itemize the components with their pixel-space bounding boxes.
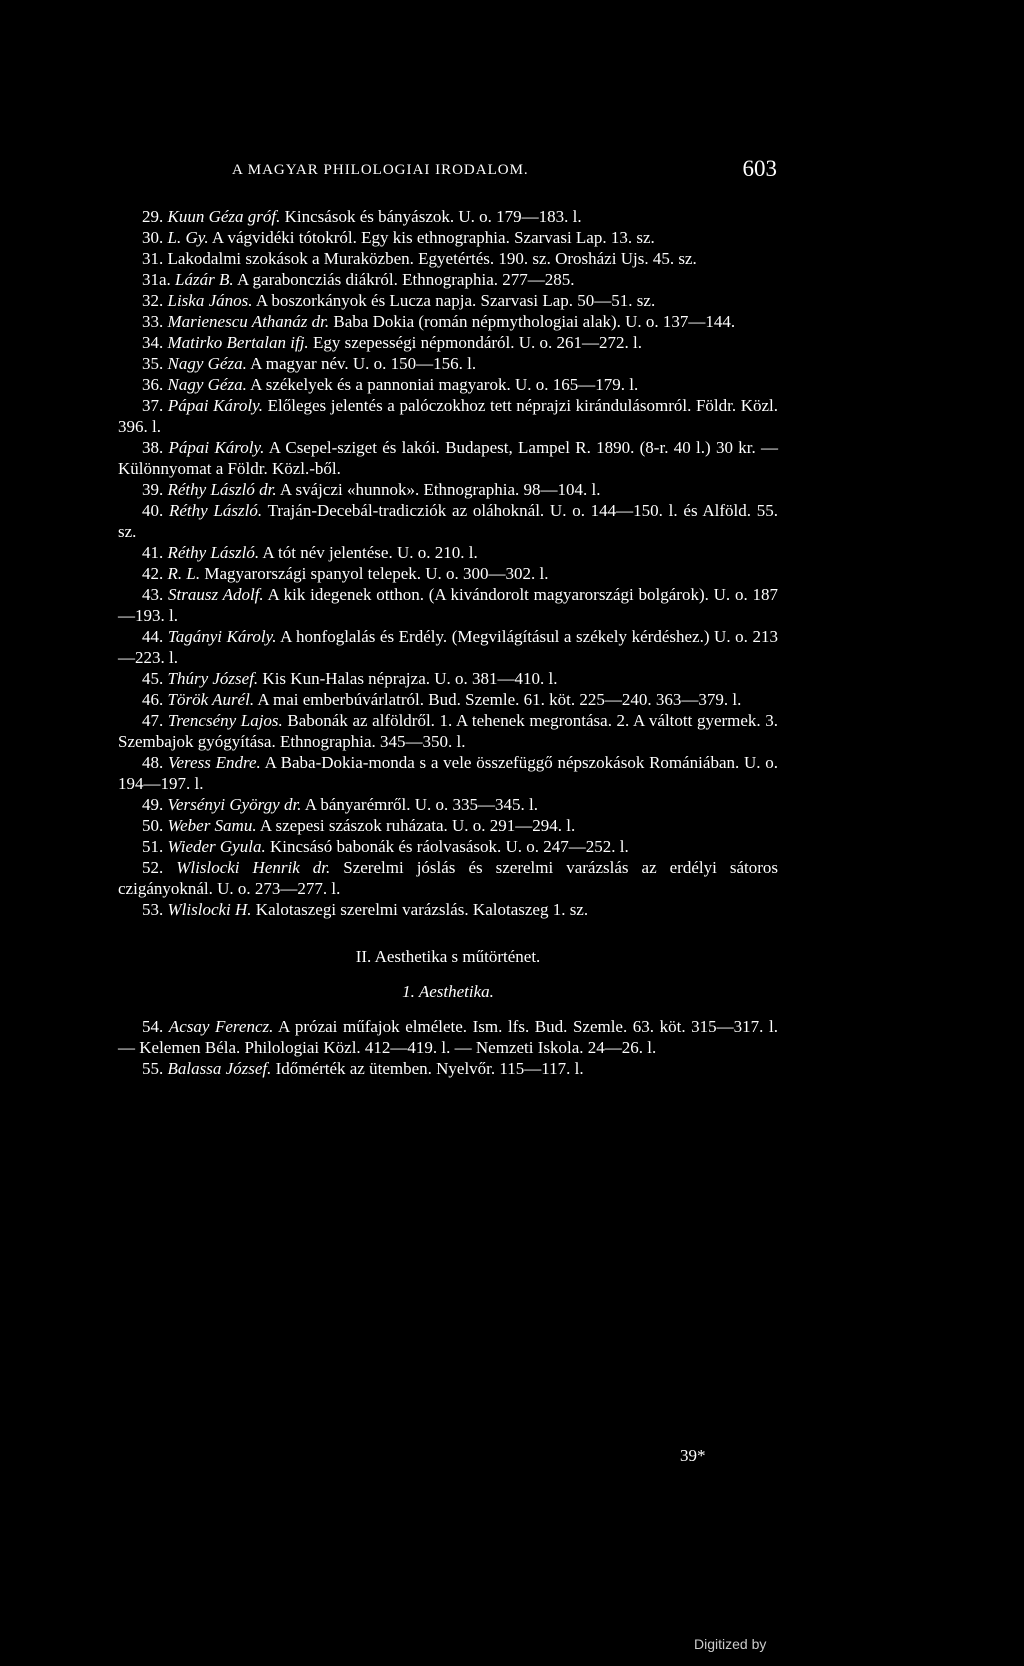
entry-number: 30.	[142, 228, 164, 247]
entry-number: 42.	[142, 564, 164, 583]
entry-author: Tagányi Károly.	[167, 627, 277, 646]
bibliography-entry	[118, 332, 778, 353]
entry-text: Kincsások és bányászok. U. o. 179—183. l.	[284, 207, 582, 226]
entry-text: A tót név jelentése. U. o. 210. l.	[262, 543, 478, 562]
bibliography-entry	[118, 437, 778, 479]
bibliography-entry	[118, 689, 778, 710]
bibliography-entry	[118, 374, 778, 395]
bibliography-entry	[118, 857, 778, 899]
entry-number: 31a.	[142, 270, 171, 289]
entry-text: Egy szepességi népmondáról. U. o. 261—272. l.	[312, 333, 643, 352]
entry-author: Török Aurél.	[167, 690, 255, 709]
entry-text: A székelyek és a pannoniai magyarok. U. o. 165—179. l.	[250, 375, 639, 394]
entry-text: A bányarémről. U. o. 335—345. l.	[304, 795, 538, 814]
entry-number: 48.	[142, 753, 164, 772]
entry-author: Wlislocki Henrik dr.	[176, 858, 331, 877]
entry-number: 49.	[142, 795, 164, 814]
bibliography-entry	[118, 353, 778, 374]
bibliography-entry	[118, 1058, 778, 1079]
entry-text: A mai emberbúvárlatról. Bud. Szemle. 61. köt. 225—240. 363—379. l.	[257, 690, 742, 709]
bibliography-entry	[118, 500, 778, 542]
entry-number: 33.	[142, 312, 164, 331]
entry-author: Marienescu Athanáz dr.	[167, 312, 330, 331]
entry-author: L. Gy.	[167, 228, 209, 247]
entry-number: 53.	[142, 900, 164, 919]
bibliography-list	[118, 206, 778, 1079]
entry-author: Acsay Ferencz.	[168, 1017, 274, 1036]
entry-text: A Csepel-sziget és lakói. Budapest, Lampel R. 1890. (8-r. 40 l.) 30 kr. — Különnyomat a Földr. Közl.-ből.	[118, 438, 779, 478]
entry-text: A boszorkányok és Lucza napja. Szarvasi Lap. 50—51. sz.	[255, 291, 656, 310]
entry-text: Előleges jelentés a palóczokhoz tett néprajzi kirándulásomról. Földr. Közl. 396. l.	[118, 396, 779, 436]
signature-mark: 39*	[680, 1446, 706, 1465]
entry-author: Réthy László.	[169, 501, 263, 520]
entry-number: 37.	[142, 396, 164, 415]
entry-author: Trencsény Lajos.	[167, 711, 283, 730]
entry-number: 31.	[142, 249, 164, 268]
entry-number: 39.	[142, 480, 164, 499]
entry-author: Kuun Géza gróf.	[167, 207, 281, 226]
entry-number: 55.	[142, 1059, 164, 1078]
entry-author: Réthy László.	[167, 543, 260, 562]
bibliography-entry	[118, 542, 778, 563]
bibliography-entry	[118, 227, 778, 248]
running-title: A MAGYAR PHILOLOGIAI IRODALOM.	[232, 162, 529, 178]
entry-number: 34.	[142, 333, 164, 352]
entry-text: Babonák az alföldről. 1. A tehenek megrontása. 2. A váltott gyermek. 3. Szembajok gyógyítása. Ethnographia. 345—350. l.	[118, 711, 779, 751]
entry-text: A svájczi «hunnok». Ethnographia. 98—104. l.	[279, 480, 601, 499]
bibliography-entry	[118, 668, 778, 689]
entry-number: 54.	[142, 1017, 164, 1036]
bibliography-entry	[118, 626, 778, 668]
entry-number: 35.	[142, 354, 164, 373]
entry-number: 47.	[142, 711, 164, 730]
bibliography-entry	[118, 563, 778, 584]
entry-number: 41.	[142, 543, 164, 562]
entry-text: A honfoglalás és Erdély. (Megvilágításul a székely kérdéshez.) U. o. 213—223. l.	[118, 627, 778, 667]
bibliography-entry	[118, 290, 778, 311]
bibliography-entry	[118, 269, 778, 290]
entry-text: Kis Kun-Halas néprajza. U. o. 381—410. l.	[262, 669, 558, 688]
bibliography-entry	[118, 206, 778, 227]
bibliography-entry	[118, 899, 778, 920]
entry-text: A magyar név. U. o. 150—156. l.	[250, 354, 477, 373]
entry-number: 46.	[142, 690, 164, 709]
entry-number: 51.	[142, 837, 164, 856]
entry-author: Versényi György dr.	[167, 795, 302, 814]
bibliography-entry	[118, 752, 778, 794]
entry-author: Matirko Bertalan ifj.	[167, 333, 309, 352]
bibliography-entry	[118, 311, 778, 332]
entry-text: Szerelmi jóslás és szerelmi varázslás az erdélyi sátoros czigányoknál. U. o. 273—277. l.	[118, 858, 779, 898]
bibliography-entry	[118, 248, 778, 269]
entry-author: Nagy Géza.	[167, 354, 247, 373]
bibliography-entry	[118, 479, 778, 500]
entry-number: 36.	[142, 375, 164, 394]
entry-author: Thúry József.	[167, 669, 259, 688]
entry-number: 32.	[142, 291, 164, 310]
entry-number: 52.	[142, 858, 164, 877]
entry-author: Liska János.	[167, 291, 253, 310]
bibliography-entry	[118, 815, 778, 836]
bibliography-entry	[118, 1016, 778, 1058]
entry-number: 38.	[142, 438, 164, 457]
subsection-title: 1. Aesthetika.	[402, 982, 494, 1001]
bibliography-entry	[118, 395, 778, 437]
entry-text: Kalotaszegi szerelmi varázslás. Kalotaszeg 1. sz.	[255, 900, 589, 919]
entry-author: Balassa József.	[167, 1059, 272, 1078]
entry-text: Kincsásó babonák és ráolvasások. U. o. 247—252. l.	[269, 837, 629, 856]
entry-text: Baba Dokia (román népmythologiai alak). U. o. 137—144.	[333, 312, 736, 331]
entry-number: 50.	[142, 816, 164, 835]
entry-author: Veress Endre.	[168, 753, 261, 772]
entry-text: A garaboncziás diákról. Ethnographia. 277—285.	[236, 270, 575, 289]
entry-text: Traján-Decebál-tradicziók az oláhoknál. U. o. 144—150. l. és Alföld. 55. sz.	[118, 501, 779, 541]
entry-text: A prózai műfajok elmélete. Ism. lfs. Bud. Szemle. 63. köt. 315—317. l. — Kelemen Béla. Philologiai Közl. 412—419. l. — Nemzeti Iskola. 24—26. l.	[118, 1017, 778, 1057]
entry-number: 44.	[142, 627, 164, 646]
entry-number: 29.	[142, 207, 164, 226]
entry-number: 40.	[142, 501, 164, 520]
digitized-watermark: Digitized by	[694, 1636, 767, 1652]
entry-author: R. L.	[167, 564, 201, 583]
entry-text: Időmérték az ütemben. Nyelvőr. 115—117. l.	[275, 1059, 584, 1078]
entry-author: Wieder Gyula.	[167, 837, 266, 856]
entry-text: Magyarországi spanyol telepek. U. o. 300—302. l.	[204, 564, 549, 583]
entry-author: Weber Samu.	[167, 816, 257, 835]
entries-part-1	[118, 206, 778, 920]
entry-author: Lázár B.	[175, 270, 234, 289]
entry-author: Wlislocki H.	[167, 900, 252, 919]
section-title: II. Aesthetika s műtörténet.	[355, 947, 541, 966]
entry-author: Strausz Adolf.	[168, 585, 264, 604]
entry-number: 43.	[142, 585, 164, 604]
entry-number: 45.	[142, 669, 164, 688]
entry-text: Lakodalmi szokások a Muraközben. Egyetértés. 190. sz. Orosházi Ujs. 45. sz.	[167, 249, 697, 268]
page-number: 603	[742, 156, 777, 181]
bibliography-entry	[118, 710, 778, 752]
entry-text: A vágvidéki tótokról. Egy kis ethnographia. Szarvasi Lap. 13. sz.	[211, 228, 655, 247]
bibliography-entry	[118, 584, 778, 626]
entry-author: Nagy Géza.	[167, 375, 247, 394]
entry-text: A kik idegenek otthon. (A kivándorolt magyarországi bolgárok). U. o. 187—193. l.	[118, 585, 778, 625]
entry-author: Pápai Károly.	[168, 438, 265, 457]
entry-author: Pápai Károly.	[167, 396, 263, 415]
entries-part-2	[118, 1016, 778, 1079]
entry-text: A szepesi szászok ruházata. U. o. 291—294. l.	[259, 816, 576, 835]
bibliography-entry	[118, 794, 778, 815]
bibliography-entry	[118, 836, 778, 857]
entry-author: Réthy László dr.	[167, 480, 277, 499]
entry-text: A Baba-Dokia-monda s a vele összefüggő népszokások Romániában. U. o. 194—197. l.	[118, 753, 779, 793]
